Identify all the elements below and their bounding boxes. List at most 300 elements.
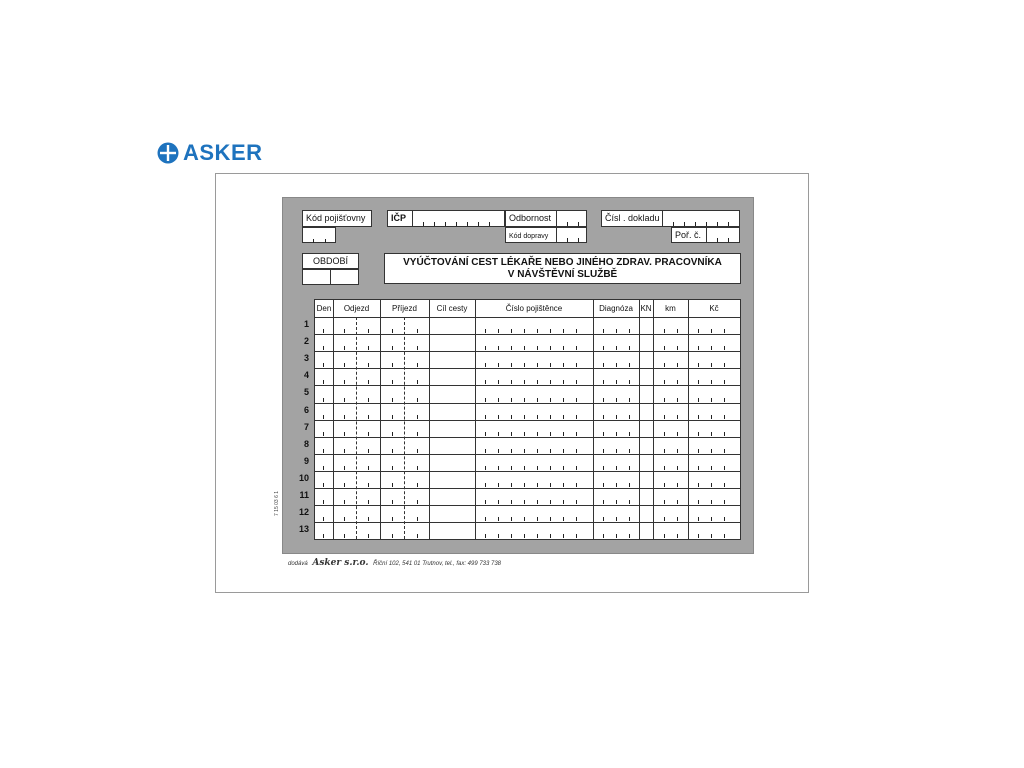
table-cell-tick [550,415,551,419]
table-cell-tick [563,449,564,453]
table-cell-tick [576,363,577,367]
table-cell-tick [498,398,499,402]
table-cell-tick [616,380,617,384]
table-cell-tick [677,517,678,521]
table-cell-tick [616,517,617,521]
table-cell-tick [698,346,699,350]
table-cell-tick [550,500,551,504]
table-cell-tick [485,415,486,419]
table-cell-tick [417,517,418,521]
table-cell-tick [603,449,604,453]
table-cell-tick [616,449,617,453]
table-row-line [315,385,740,386]
table-cell-tick [368,517,369,521]
table-cell-tick [677,466,678,470]
table-cell-tick [698,363,699,367]
table-cell-tick [392,432,393,436]
table-cell-tick [417,329,418,333]
col-header-kn: KN [640,304,652,313]
table-cell-tick [498,466,499,470]
cislo-dokladu-label: Čísl . dokladu [605,213,660,223]
table-cell-tick [698,534,699,538]
table-cell-tick [485,466,486,470]
col-header-km: km [665,304,676,313]
table-cell-tick [711,329,712,333]
table-row-line [315,505,740,506]
asker-logo-text: ASKER [183,140,263,165]
table-cell-tick [323,363,324,367]
table-cell-tick [537,466,538,470]
table-cell-tick [537,517,538,521]
table-cell-tick [677,534,678,538]
table-cell-tick [629,466,630,470]
table-cell-tick [563,346,564,350]
table-cell-tick [677,449,678,453]
table-row-line [315,368,740,369]
row-number: 12 [298,507,309,518]
table-cell-tick [485,329,486,333]
row-number: 9 [303,455,309,466]
table-cell-tick [550,398,551,402]
table-cell-tick [698,500,699,504]
table-cell-tick [664,398,665,402]
table-cell-tick [711,534,712,538]
table-cell-tick [711,415,712,419]
table-cell-tick [392,500,393,504]
table-cell-tick [576,449,577,453]
table-cell-tick [511,398,512,402]
table-cell-tick [417,534,418,538]
table-cell-tick [677,380,678,384]
table-cell-tick [537,380,538,384]
table-cell-tick [368,432,369,436]
table-cell-tick [498,517,499,521]
table-cell-tick [344,346,345,350]
row-number: 2 [303,336,309,347]
table-cell-tick [603,500,604,504]
table-cell-tick [711,432,712,436]
table-cell-tick [677,483,678,487]
table-cell-tick [344,534,345,538]
table-cell-tick [537,329,538,333]
col-header-diagnoza: Diagnóza [599,304,633,313]
table-cell-tick [724,534,725,538]
table-cell-tick [711,363,712,367]
table-cell-tick [629,363,630,367]
table-cell-tick [511,380,512,384]
row-number: 1 [303,319,309,329]
table-cell-tick [677,346,678,350]
table-cell-tick [417,415,418,419]
table-cell-tick [664,380,665,384]
table-cell-tick [524,534,525,538]
form-sheet [215,173,809,593]
table-cell-tick [323,517,324,521]
table-cell-tick [724,346,725,350]
table-cell-tick [603,363,604,367]
table-cell-tick [511,517,512,521]
form-title-line1: VYÚČTOVÁNÍ CEST LÉKAŘE NEBO JINÉHO ZDRAV. PRACOVNÍKA [403,257,722,268]
table-cell-tick [550,329,551,333]
icp-box[interactable] [387,210,505,227]
table-cell-tick [576,346,577,350]
kod-pojistovny-box [302,210,372,227]
row-number: 3 [303,353,309,364]
row-number: 6 [303,404,309,415]
table-cell-tick [417,363,418,367]
table-cell-tick [576,329,577,333]
table-cell-tick [629,415,630,419]
table-cell-tick [485,363,486,367]
col-header-odjezd: Odjezd [343,304,370,313]
poradove-cislo-box[interactable] [671,227,740,243]
table-cell-tick [524,398,525,402]
footer [288,558,501,568]
table-cell-tick [711,398,712,402]
table-cell-tick [524,346,525,350]
table-cell-tick [323,380,324,384]
table-cell-tick [563,534,564,538]
table-cell-tick [616,363,617,367]
table-cell-tick [711,346,712,350]
table-cell-tick [485,500,486,504]
table-cell-tick [664,517,665,521]
table-cell-tick [485,398,486,402]
table-cell-tick [677,329,678,333]
table-cell-tick [576,500,577,504]
table-cell-tick [323,466,324,470]
table-cell-tick [550,346,551,350]
table-cell-tick [550,517,551,521]
table-cell-tick [392,517,393,521]
table-cell-tick [323,534,324,538]
table-cell-tick [711,517,712,521]
table-cell-tick [485,483,486,487]
table-cell-tick [498,363,499,367]
form-code: 7 15 03 6 1 [274,490,280,516]
table-cell-tick [603,415,604,419]
kod-pojistovny-field[interactable] [302,227,336,243]
table-cell-tick [524,449,525,453]
table-cell-tick [368,363,369,367]
table-cell-tick [629,449,630,453]
table-cell-tick [498,449,499,453]
table-cell-tick [629,517,630,521]
table-cell-tick [392,415,393,419]
table-cell-tick [616,415,617,419]
table-cell-tick [485,517,486,521]
table-cell-tick [616,398,617,402]
table-cell-tick [511,534,512,538]
table-cell-tick [524,363,525,367]
table-cell-tick [417,380,418,384]
table-cell-tick [629,500,630,504]
table-cell-tick [664,500,665,504]
table-cell-tick [664,329,665,333]
table-cell-tick [368,483,369,487]
table-cell-tick [417,466,418,470]
table-cell-tick [344,398,345,402]
table-cell-tick [576,380,577,384]
table-cell-tick [677,363,678,367]
table-cell-tick [550,432,551,436]
table-cell-tick [629,380,630,384]
icp-label: IČP [391,213,407,223]
table-cell-tick [485,380,486,384]
table-cell-tick [485,346,486,350]
table-cell-tick [392,449,393,453]
table-cell-tick [576,398,577,402]
table-cell-tick [392,534,393,538]
table-cell-tick [344,483,345,487]
table-cell-tick [664,483,665,487]
table-cell-tick [511,466,512,470]
table-cell-tick [724,432,725,436]
trips-table [314,299,741,540]
table-cell-tick [511,432,512,436]
table-cell-tick [392,398,393,402]
table-cell-tick [724,466,725,470]
kod-dopravy-box[interactable] [505,227,587,243]
table-cell-tick [563,483,564,487]
table-cell-tick [629,483,630,487]
table-cell-tick [417,449,418,453]
table-cell-tick [537,415,538,419]
table-cell-tick [616,500,617,504]
table-cell-tick [537,483,538,487]
col-header-cislo-pojistence: Číslo pojištěnce [505,304,563,313]
table-cell-tick [563,329,564,333]
table-cell-tick [664,534,665,538]
table-cell-tick [677,398,678,402]
table-cell-tick [563,517,564,521]
table-cell-tick [698,432,699,436]
col-header-cil-cesty: Cíl cesty [436,304,468,313]
table-cell-tick [368,466,369,470]
table-cell-tick [724,500,725,504]
table-cell-tick [498,483,499,487]
table-cell-tick [392,483,393,487]
table-cell-tick [616,483,617,487]
table-cell-tick [550,483,551,487]
table-cell-tick [724,483,725,487]
table-cell-tick [344,466,345,470]
row-number: 13 [298,524,309,535]
odbornost-box[interactable] [505,210,587,227]
obdobi-label: OBDOBÍ [313,256,349,266]
table-cell-tick [344,517,345,521]
table-cell-tick [368,398,369,402]
table-cell-tick [664,346,665,350]
table-cell-tick [498,415,499,419]
table-cell-tick [576,534,577,538]
table-cell-tick [524,466,525,470]
table-cell-tick [550,363,551,367]
table-cell-tick [511,346,512,350]
table-cell-tick [498,380,499,384]
table-cell-tick [616,329,617,333]
table-cell-tick [616,346,617,350]
table-cell-tick [323,415,324,419]
table-cell-tick [550,534,551,538]
table-cell-tick [537,432,538,436]
table-cell-tick [616,432,617,436]
obdobi-box [302,253,359,269]
table-cell-tick [698,449,699,453]
table-cell-tick [498,329,499,333]
table-row-line [315,334,740,335]
table-cell-tick [368,346,369,350]
table-cell-tick [511,415,512,419]
table-cell-tick [392,363,393,367]
table-cell-tick [498,500,499,504]
table-cell-tick [711,449,712,453]
table-cell-tick [603,466,604,470]
table-cell-tick [724,380,725,384]
poradove-cislo-label: Poř. č. [675,230,702,240]
table-cell-tick [417,346,418,350]
table-cell-tick [576,483,577,487]
table-cell-tick [677,500,678,504]
table-cell-tick [677,432,678,436]
table-cell-tick [537,534,538,538]
table-cell-tick [524,483,525,487]
table-cell-tick [323,346,324,350]
table-cell-tick [629,346,630,350]
table-cell-tick [392,466,393,470]
table-cell-tick [368,500,369,504]
table-row-line [315,420,740,421]
table-cell-tick [563,363,564,367]
form-title-box [384,253,741,284]
table-cell-tick [711,483,712,487]
table-cell-tick [664,432,665,436]
table-cell-tick [616,534,617,538]
table-row-line [315,403,740,404]
table-cell-tick [368,534,369,538]
table-cell-tick [603,432,604,436]
col-header-kc: Kč [709,304,719,313]
table-cell-tick [498,432,499,436]
table-cell-tick [344,500,345,504]
table-row-line [315,437,740,438]
table-cell-tick [344,380,345,384]
table-cell-tick [511,500,512,504]
table-row-line [315,522,740,523]
table-cell-tick [511,329,512,333]
table-cell-tick [323,449,324,453]
row-number: 4 [303,370,309,381]
table-cell-tick [485,534,486,538]
table-cell-tick [368,449,369,453]
table-row-line [315,471,740,472]
table-cell-tick [563,398,564,402]
table-cell-tick [485,432,486,436]
table-cell-tick [524,517,525,521]
row-number: 10 [298,472,309,483]
table-cell-tick [392,380,393,384]
odbornost-label: Odbornost [509,213,552,223]
form-panel [282,197,754,554]
table-cell-tick [563,415,564,419]
table-cell-tick [550,449,551,453]
table-row-line [315,454,740,455]
table-cell-tick [537,449,538,453]
table-cell-tick [368,415,369,419]
row-number: 5 [303,387,309,398]
table-cell-tick [711,380,712,384]
table-cell-tick [698,483,699,487]
table-cell-tick [537,500,538,504]
row-number: 11 [299,490,309,500]
row-number: 7 [303,421,309,432]
table-cell-tick [629,432,630,436]
cislo-dokladu-box[interactable] [601,210,740,227]
table-cell-tick [563,432,564,436]
table-row-line [315,351,740,352]
obdobi-field[interactable] [302,269,359,285]
table-cell-tick [698,415,699,419]
table-cell-tick [537,398,538,402]
table-cell-tick [724,517,725,521]
table-cell-tick [498,346,499,350]
table-cell-tick [664,415,665,419]
table-cell-tick [563,500,564,504]
table-cell-tick [576,466,577,470]
table-cell-tick [323,500,324,504]
table-row-line [315,488,740,489]
table-cell-tick [724,363,725,367]
asker-logo [157,141,263,165]
table-cell-tick [698,380,699,384]
table-cell-tick [616,466,617,470]
footer-prefix: dodává [288,561,308,567]
table-cell-tick [698,517,699,521]
table-cell-tick [524,380,525,384]
table-cell-tick [724,415,725,419]
table-cell-tick [485,449,486,453]
table-cell-tick [664,363,665,367]
table-cell-tick [664,466,665,470]
kod-pojistovny-label: Kód pojišťovny [306,213,366,223]
table-cell-tick [711,466,712,470]
table-cell-tick [629,329,630,333]
table-cell-tick [576,415,577,419]
table-cell-tick [629,398,630,402]
table-cell-tick [698,398,699,402]
table-cell-tick [576,432,577,436]
table-cell-tick [537,363,538,367]
footer-address: Říční 102, 541 01 Trutnov, tel., fax: 499 733 738 [373,561,502,567]
table-cell-tick [417,500,418,504]
table-cell-tick [511,449,512,453]
table-cell-tick [550,380,551,384]
table-cell-tick [724,329,725,333]
table-cell-tick [563,380,564,384]
kod-dopravy-label: Kód dopravy [509,233,549,240]
form-title-line2: V NÁVŠTĚVNÍ SLUŽBĚ [507,269,618,280]
table-cell-tick [344,415,345,419]
table-cell-tick [524,432,525,436]
table-cell-tick [524,415,525,419]
table-cell-tick [677,415,678,419]
table-cell-tick [368,329,369,333]
table-cell-tick [698,329,699,333]
table-cell-tick [344,449,345,453]
table-cell-tick [603,534,604,538]
table-cell-tick [368,380,369,384]
table-cell-tick [576,517,577,521]
